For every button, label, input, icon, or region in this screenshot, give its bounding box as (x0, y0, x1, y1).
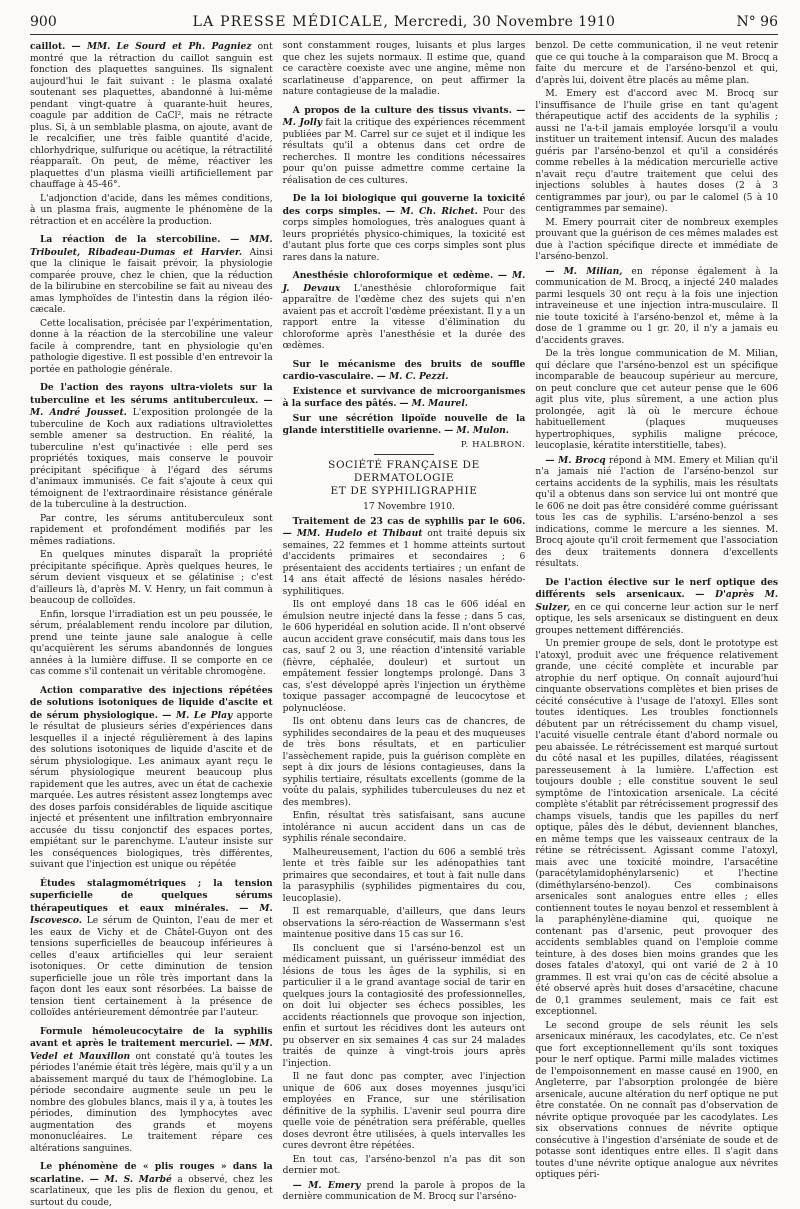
section-heading: Anesthésie chloroformique et œdème. (292, 270, 494, 281)
body-text: répond à MM. Emery et Milian qu'il n'a jamais nié l'action de l'arséno-benzol sur certains accidents de la syphilis, mais les résultats qu'il a obtenus dans son service lui ont montré que le 606 ne doit pas être considéré comme guérissant tous les cas de syphilis. L'arséno-benzol a ses indications, comme le mercure a les siennes. M. Brocq ajoute qu'il croit fermement que l'association des deux traitements donnera d'excellents résultats. (535, 455, 779, 569)
issue-number: N° 96 (736, 14, 778, 30)
paragraph: M. Emery est d'accord avec M. Brocq sur l'insuffisance de l'huile grise en tant qu'agent thérapeutique actif des accidents de la syphilis ; aussi ne l'a-t-il jamais employée lorsqu'il a voulu instituer un traitement intensif. Aucun des malades guéris par l'arséno-benzol et qu'il a considérés comme rebelles à la médication mercurielle active n'avait reçu d'autre traitement que celui des injections solubles à hautes doses (2 à 3 centigrammes par jour), ou par le calomel (5 à 10 centigrammes par semaine). (535, 89, 779, 214)
body-text: ont constaté qu'à toutes les périodes l'anémie était très légère, mais qu'il y a un abaissement marqué du taux de l'hémoglobine. La période secondaire augmente seule un peu le nombre des globules blancs, mais il y a, à toutes les périodes, diminution des lymphocytes avec augmentation des grands et moyens mononucléaires. Le traitement répare ces altérations sanguines. (30, 1051, 273, 1154)
section-heading: La réaction de la stercobiline. (40, 234, 221, 245)
paragraph: Ils concluent que si l'arséno-benzol est un médicament puissant, un guérisseur immédiat des lésions de tous les âges de la syphilis, si en particulier il a le grand avantage social de tarir en quelques jours la contagiosité des professionnelles, on doit lui objecter ses échecs possibles, les accidents réactionnels que provoque son injection, enfin et surtout les récidives dont les auteurs ont pu observer en six semaines 4 cas sur 24 malades traités de quinze à vingt-trois jours après l'injection. (282, 943, 526, 1069)
paragraph (535, 455, 778, 571)
section-heading: Traitement de 23 cas de syphilis par le 606. (292, 515, 526, 527)
paragraph: benzol. De cette communication, il ne veut retenir que ce qui touche à la comparaison que M. Brocq a faite du mercure et de l'arséno-benzol et qui, d'après lui, doivent être placés au même plan. (535, 41, 779, 86)
paragraph: Enfin, lorsque l'irradiation est un peu poussée, le sérum, préalablement rendu incolore par dilution, prend une teinte jaune sale analogue à celle qu'acquièrent les sérums abandonnés de longues années à la lumière diffuse. Il se comporte en ce cas comme s'il contenait un véritable chromogène. (30, 609, 273, 677)
paragraph: sont constamment rouges, luisants et plus larges que chez les sujets normaux. Il estime que, quand ce caractère coexiste avec une angine, même non scarlatineuse d'apparence, on peut affirmer la nature contagieuse de la maladie. (282, 41, 526, 97)
journal-name: LA PRESSE MÉDICALE, (192, 14, 390, 30)
author: — M. Maurel. (399, 398, 468, 409)
issue-date: Mercredi, 30 Novembre 1910 (394, 14, 616, 30)
society-title-line-1: SOCIÉTÉ FRANÇAISE DE DERMATOLOGIE (328, 459, 480, 484)
paragraph (535, 266, 778, 348)
paragraph: L'adjonction d'acide, dans les mêmes conditions, à un plasma frais, augmente le phénomène de la rétraction et en accélère la production. (30, 193, 273, 227)
body-text: apporte le résultat de plusieurs séries d'expériences dans lesquelles il a injecté régulièrement à des lapins des solutions isotoniques de liquide d'ascite et de sérum physiologique. Les animaux ayant reçu le sérum physiologique meurent beaucoup plus rapidement que les autres, avec un état de cachexie marquée. Les autres résistent assez longtemps avec des doses parfois considérables de liquide ascitique injecté et présentent une infiltration embryonnaire accusée du tissu conjonctif des espaces portes, empiétant sur le parenchyme. L'auteur insiste sur les conséquences biologiques, très différentes, suivant que l'injection est unique ou répétée (30, 710, 273, 870)
author: — M. Brocq (545, 454, 606, 466)
section-heading: Études stalagmométriques ; la tension superficielle de quelques sérums thérapeutiques et eaux minérales. (30, 877, 273, 914)
body-text: a observé, chez les scarlatineux, que les plis de flexion du genou, et surtout du coude, (30, 1174, 273, 1208)
author: — M. Le Play (162, 709, 233, 721)
paragraph: Il ne faut donc pas compter, avec l'injection unique de 606 aux doses moyennes jusqu'ici employées en France, sur une stérilisation définitive de la syphilis. L'avenir seul pourra dire quelle voie de pénétration sera préférable, quelles doses devront être utilisées, à quels intervalles les cures devront être répétées. (282, 1072, 526, 1151)
paragraph (30, 878, 273, 1020)
page-header (30, 12, 778, 35)
paragraph: Ils ont employé dans 18 cas le 606 idéal en émulsion neutre injecté dans la fesse ; dans 5 cas, le 606 hyperidéal en solution acide. Il n'ont observé aucun accident grave consécutif, mais dans tous les cas, sauf 2 ou 3, une réaction d'intensité variable (fièvre, céphalée, douleur) et surtout un empâtement fessier longtemps prolongé. Dans 3 cas, s'est développé après l'injection un érythème toxique passager accompagné de leucocytose et polynucléose. (282, 600, 526, 714)
signature (283, 440, 526, 452)
paragraph: Cette localisation, précisée par l'expérimentation, donne à la réaction de la stercobiline une valeur facile à comprendre, tant en physiologie qu'en pathologie digestive. Il est possible d'en entrevoir la portée en pathologie générale. (30, 318, 273, 375)
running-title (30, 14, 778, 30)
author: — M. Jolly (282, 104, 526, 128)
paragraph (283, 359, 526, 384)
body-text: L'exposition prolongée de la tuberculine de Koch aux radiations ultraviolettes semble amener sa destruction. En réalité, la tuberculine n'est qu'inactivée : elle perd ses propriétés toxiques, mais conserve le pouvoir précipitant spécifique à l'égard des sérums d'animaux immunisés. Ce fait s'ajoute à ceux qui témoignent de l'extraordinaire résistance générale de la tuberculine à la destruction. (30, 408, 273, 510)
section-heading: Formule hémoleucocytaire de la syphilis avant et après le traitement mercuriel. (30, 1025, 273, 1049)
paragraph (283, 1180, 526, 1204)
section-heading: Existence et survivance de microorganismes à la surface des pâtés. (282, 385, 526, 409)
paragraph: Il est remarquable, d'ailleurs, que dans leurs observations la séro-réaction de Wassermann s'est maintenue positive dans 15 cas sur 16. (282, 907, 526, 940)
column-3 (535, 41, 779, 1180)
paragraph (283, 105, 526, 188)
paragraph (30, 382, 273, 512)
section-heading: De la loi biologique qui gouverne la toxicité des corps simples. (282, 193, 526, 217)
author: — D'après M. Sulzer, (535, 589, 779, 613)
author: — M. C. Pezzi. (376, 371, 449, 382)
signature-text: P. HALBRON. (460, 439, 526, 450)
paragraph: Le second groupe de sels réunit les sels arsenicaux minéraux, les cacodylates, etc. Ce n'est que fort exceptionnellement qu'ils sont toxiques pour le nerf optique. Parmi mille malades victimes de l'empoisonnement en masse causé en 1900, en Angleterre, par l'absorption prolongée de bière arsenicale, aucune altération du nerf optique ne put être constatée. On ne connaît pas d'observation de névrite optique provoquée par les cacodylates. Les six observations connues de névrite optique consécutive à l'ingestion d'arséniate de soude et de potasse sont identiques entre elles. Il s'agit dans toutes d'une névrite optique analogue aux névrites optiques péri- (535, 1020, 779, 1180)
paragraph: Malheureusement, l'action du 606 a semblé très lente et très faible sur les adénopathies tant primaires que secondaires, et tout à fait nulle dans la parasyphilis (syphilides pigmentaires du cou, leucoplasie). (282, 847, 526, 904)
section-divider (374, 454, 434, 455)
body-text: L'anesthésie chloroformique fait apparaître de l'œdème chez des sujets qui n'en avaient pas et accroît l'œdème préexistant. Il y a un rapport entre la vitesse d'élimination du chloroforme après l'anesthésie et la durée des œdèmes. (282, 283, 526, 351)
paragraph (283, 413, 526, 438)
paragraph (30, 41, 273, 192)
paragraph: Par contre, les sérums antituberculeux sont rapidement et profondément modifiés par les mêmes radiations. (30, 513, 273, 547)
body-text: ont traité depuis six semaines, 22 femmes et 1 homme atteints surtout d'accidents primaires et secondaires ; 6 présentaient des accidents tertiaires ; un enfant de 14 ans était affecté de lésions nasales hérédo-syphilitiques. (282, 529, 526, 597)
author: — M. Milian, (545, 265, 623, 277)
paragraph: De la très longue communication de M. Milian, qui déclare que l'arséno-benzol est un spécifique incomparable de beaucoup supérieur au mercure, on peut conclure que cet auteur pense que le 606 agit plus vite, plus sûrement, a une action plus prolongée, agit là où le mercure échoue habituellement (plaques muqueuses hypertrophiques, syphilis maligne précoce, leucoplasie, kératite interstitielle, tabes). (535, 349, 779, 451)
paragraph (30, 1161, 273, 1209)
body-text: ont montré que la rétraction du caillot sanguin est fonction des plaquettes sanguines. Ils signalent aujourd'hui le fait suivant : le plasma oxalaté soutenant ses plaquettes, abandonné à lui-même pendant vingt-quatre à quarante-huit heures, coagule par addition de CaCl², mais ne rétracte plus. Si, à un semblable plasma, on ajoute, avant de le recalcifier, une très faible quantité d'acide, chlorhydrique, sulfurique ou acétique, la rétractilité réapparaît. On peut, de même, réactiver les plaquettes d'un plasma vieilli artificiellement par chauffage à 45-46°. (30, 42, 273, 190)
paragraph: Ils ont obtenu dans leurs cas de chancres, de syphilides secondaires de la peau et des muqueuses de très bons résultats, et en particulier l'assèchement rapide, puis la guérison complète en sept à dix jours de lésions contagieuses, dans la syphilis tertiaire, résultats excellents (gomme de la voûte du palais, syphilides tuberculeuses du nez et des membres). (282, 717, 526, 808)
author: — MM. Hudelo et Thibaut (282, 528, 423, 539)
paragraph (30, 234, 273, 317)
section-heading: caillot. (30, 41, 66, 52)
author: — M. André Jousset. (30, 394, 273, 418)
paragraph: En tout cas, l'arséno-benzol n'a pas dit son dernier mot. (282, 1154, 526, 1176)
section-heading: Sur le mécanisme des bruits de souffle cardio-vasculaire. (282, 358, 526, 382)
paragraph: Un premier groupe de sels, dont le prototype est l'atoxyl, produit avec une fréquence relativement grande, une cécité complète et incurable par atrophie du nerf optique. On connaît aujourd'hui cinquante observations complètes et bien prises de cécité consécutive à l'usage de l'atoxyl. Elles sont toutes identiques. Les troubles fonctionnels débutent par un rétrécissement du champ visuel, l'acuité visuelle centrale étant d'abord normale ou peu abaissée. Le rétrécissement est marqué surtout du côté nasal et les pupilles, dilatées, réagissent paresseusement à la lumière. L'affection est toujours double ; elle constitue souvent le seul symptôme de l'intoxication arsenicale. La cécité complète s'établit par rétrécissement progressif des champs visuels, tandis que les papilles du nerf optique, pâles dès le début, deviennent blanches, en même temps que les vaisseaux centraux de la rétine se rétrécissent. Agissant comme l'atoxyl, mais avec une toxicité moindre, l'arsacétine (paracétylamidophénylarsenic) et l'hectine (diméthylarséno-benzol). Ces combinaisons arsenicales sont analogues entre elles ; elles contiennent toutes le noyau benzol et ressemblent à la paraphénylène-diamine qui, quoique ne contenant pas d'arsenic, peut provoquer des accidents semblables quand on l'emploie comme teinture, à des doses bien moins grandes que les doses fatales d'atoxyl, qui ont varié de 2 à 10 grammes. Il est vrai qu'on cas de cécité absolue a été observé après huit doses d'arsacétine, chacune de 0,1 grammes seulement, mais ce fait est exceptionnel. (535, 639, 779, 1017)
author: — MM. Triboulet, Ribadeau-Dumas et Harvier. (30, 234, 273, 258)
section-heading: Sur une sécrétion lipoïde nouvelle de la glande interstitielle ovarienne. (282, 412, 526, 436)
paragraph: M. Emery pourrait citer de nombreux exemples prouvant que la guérison de ces mêmes malades est due à l'action spécifique directe et immédiate de l'arséno-benzol. (535, 217, 779, 262)
section-heading: Le phénomène de « plis rouges » dans la scarlatine. (30, 1161, 273, 1185)
body-text: prend la parole à propos de la dernière communication de M. Brocq sur l'arséno- (282, 1180, 526, 1202)
society-heading (283, 459, 526, 498)
author: — M. Emery (292, 1179, 361, 1191)
column-1 (30, 41, 273, 1208)
body-text: en ce qui concerne leur action sur le nerf optique, les sels arsenicaux se distinguent en deux groupes nettement différenciés. (535, 602, 779, 636)
paragraph (283, 516, 526, 599)
section-heading: De l'action des rayons ultra-violets sur la tuberculine et les sérums antituberculeux. (30, 382, 273, 406)
body-text: Pour des corps simples homologues, très analogues quant à leurs propriétés physico-chimiques, la toxicité est d'autant plus forte que ces corps simples sont plus rares dans la nature. (282, 206, 526, 263)
paragraph: En quelques minutes disparaît la propriété précipitante spécifique. Après quelques heures, le sérum devient visqueux et se gélatinise ; c'est d'ailleurs là, d'après M. V. Henry, un fait commun à beaucoup de colloïdes. (30, 550, 273, 606)
paragraph (283, 193, 526, 264)
body-text: Ainsi que la clinique le faisait prévoir, la physiologie comparée prouve, chez le chien, que la réduction de la bilirubine en stercobiline se fait au niveau des amas lymphoïdes de l'intestin dans la région iléo-cæcale. (30, 247, 273, 315)
author: — MM. Le Sourd et Ph. Pagniez (71, 41, 252, 52)
author: — M. Iscovesco. (30, 902, 273, 926)
paragraph (30, 1026, 273, 1156)
session-date: 17 Novembre 1910. (363, 502, 455, 512)
section-heading: De l'action élective sur le nerf optique des différents sels arsenicaux. (535, 576, 779, 600)
body-text: fait la critique des expériences récemment publiées par M. Carrel sur ce sujet et il indique les résultats qu'il a obtenus dans cet ordre de recherches. Il montre les conditions nécessaires pour qu'on puisse admettre comme certaine la réalisation de ces cultures. (282, 118, 526, 186)
body-text: en réponse également à la communication de M. Brocq, a injecté 240 malades parmi lesquels 30 ont reçu à la fois une injection intraveineuse et une injection intra-musculaire. Il nie toute toxicité à l'arséno-benzol et, même à la dose de 1 gramme ou 1 gr. 20, il n'y a jamais eu d'accidents graves. (535, 266, 779, 346)
section-heading: Action comparative des injections répétées de solutions isotoniques de liquide d'ascite et de sérum physiologique. (30, 684, 273, 721)
paragraph (283, 270, 526, 353)
paragraph: Enfin, résultat très satisfaisant, sans aucune intolérance ni aucun accident dans un cas de syphilis rénale secondaire. (282, 811, 526, 844)
paragraph (535, 577, 778, 638)
column-2 (282, 41, 526, 1202)
page-number: 900 (30, 14, 57, 30)
author: — M. Ch. Richet. (385, 205, 478, 217)
author: — M. S. Marbé (89, 1173, 172, 1185)
section-heading: A propos de la culture des tissus vivants. (292, 104, 512, 116)
author: — M. Mulon. (444, 425, 509, 436)
body-text: Le sérum de Quinton, l'eau de mer et les eaux de Vichy et de Châtel-Guyon ont des tensions superficielles de beaucoup inférieures à celles d'eaux artificielles qui leur seraient isotoniques. Or cette diminution de tension superficielle joue un rôle très important dans la façon dont les eaux sont résorbées. La baisse de tension tient certainement à la présence de colloïdes antérieurement démontrée par l'auteur. (30, 916, 273, 1018)
society-title-line-2: ET DE SYPHILIGRAPHIE (330, 485, 478, 497)
author: — M. J. Devaux (282, 270, 526, 294)
paragraph (30, 685, 273, 872)
text-columns (30, 41, 779, 1208)
author: — MM. Vedel et Mauxillon (30, 1038, 273, 1062)
paragraph (283, 386, 526, 411)
